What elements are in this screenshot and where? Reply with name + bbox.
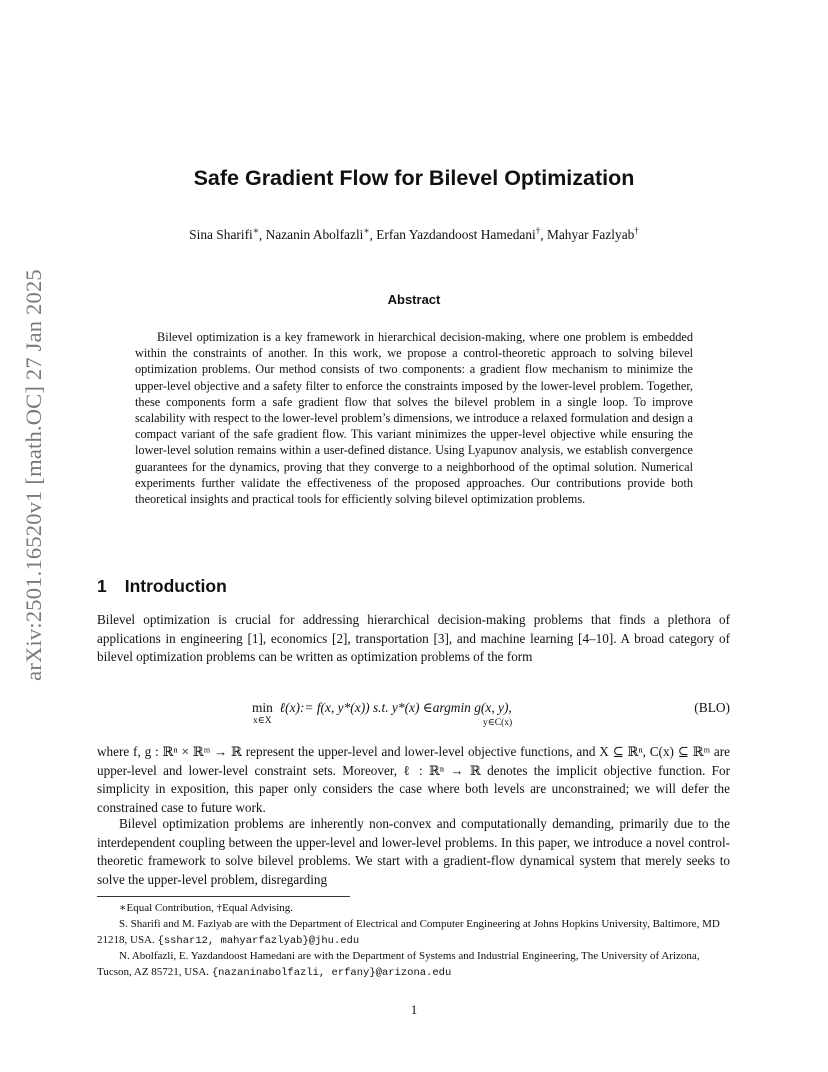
equation-min-subscript: x∈X <box>253 716 272 726</box>
footnote-arizona-text: N. Abolfazli, E. Yazdandoost Hamedani are with the Department of Systems and Industrial Engineering, The University of Arizona, Tucson, AZ 85721, USA. <box>97 950 700 978</box>
equation-body <box>252 700 512 716</box>
author-list: Sina Sharifi∗, Nazanin Abolfazli∗, Erfan Yazdandoost Hamedani†, Mahyar Fazlyab† <box>189 226 639 243</box>
author: Mahyar Fazlyab† <box>546 226 639 243</box>
equation-min: min <box>252 700 273 715</box>
arxiv-sidebar-stamp <box>14 269 54 681</box>
section-heading <box>97 576 227 597</box>
equation-tag: (BLO) <box>694 700 730 715</box>
equation-blo <box>97 700 730 730</box>
intro-paragraph-2: where f, g : ℝⁿ × ℝᵐ → ℝ represent the upper-level and lower-level objective functions, and X ⊆ ℝⁿ, C(x) ⊆ ℝᵐ are upper-level and lower-level constraint sets. Moreover, ℓ : ℝⁿ → ℝ denotes the implicit objective function. For simplicity in exposition, this paper only considers the case where both levels are unconstrained; we will defer the constrained case to future work. <box>97 744 730 815</box>
page-number: 1 <box>410 1002 418 1017</box>
paper-title: Safe Gradient Flow for Bilevel Optimization <box>193 166 635 190</box>
author: Erfan Yazdandoost Hamedani† <box>376 226 541 243</box>
author: Nazanin Abolfazli∗ <box>265 226 370 243</box>
intro-paragraph-3: Bilevel optimization problems are inherently non-convex and computationally demanding, primarily due to the interdependent coupling between the upper-level and lower-level problems. In this paper, we introduce a novel control-theoretic framework to solve bilevel problems. We start with a gradient-flow dynamical system that merely seeks to solve the upper-level problem, disregarding <box>97 816 730 887</box>
footnote-arizona-email: {nazaninabolfazli, erfany}@arizona.edu <box>211 967 452 979</box>
abstract-heading: Abstract <box>387 292 441 307</box>
abstract-body: Bilevel optimization is a key framework in hierarchical decision-making, where one problem is embedded within the constraints of another. In this work, we propose a control-theoretic approach to solving bilevel optimization problems. Our method consists of two components: a gradient flow mechanism to minimize the upper-level objective and a safety filter to enforce the constraints imposed by the lower-level problem. Together, these components form a safe gradient flow that solves the bilevel problem in a single loop. To improve scalability with respect to the lower-level problem’s dimensions, we introduce a relaxed formulation and design a compact variant of the safe gradient flow. This variant minimizes the upper-level objective while ensuring the lower-level solution remains within a user-defined distance. Using Lyapunov analysis, we establish convergence guarantees for the dynamics, proving that they converge to a neighborhood of the optimal solution. Numerical experiments further validate the effectiveness of the proposed approaches. Our contributions provide both theoretical insights and practical tools for efficiently solving bilevel optimization problems. <box>135 330 693 507</box>
equation-expression: ℓ(x):= f(x, y*(x)) s.t. y*(x) ∈argmin g(x, y), <box>279 700 512 715</box>
arxiv-id: arXiv:2501.16520v1 [math.OC] 27 Jan 2025 <box>21 269 46 681</box>
equation-argmin-subscript: y∈C(x) <box>483 718 513 728</box>
footnote-jhu-email: {sshar12, mahyarfazlyab}@jhu.edu <box>157 935 360 947</box>
footnote-divider <box>97 896 350 897</box>
footnote-contribution: ∗Equal Contribution, †Equal Advising. <box>119 902 293 914</box>
footnote-jhu <box>97 916 730 949</box>
footnote-arizona <box>97 948 730 981</box>
footnote-jhu-text: S. Sharifi and M. Fazlyab are with the Department of Electrical and Computer Engineering at Johns Hopkins University, Baltimore, MD 21218, USA. <box>97 918 720 946</box>
section-title: Introduction <box>124 576 227 596</box>
section-number: 1 <box>97 576 107 596</box>
intro-paragraph-1: Bilevel optimization is crucial for addressing hierarchical decision-making problems that finds a plethora of applications in engineering [1], economics [2], transportation [3], and machine learning [4–10]. A broad category of bilevel optimization problems can be written as optimization problems of the form <box>97 612 730 665</box>
author: Sina Sharifi∗ <box>189 226 259 243</box>
